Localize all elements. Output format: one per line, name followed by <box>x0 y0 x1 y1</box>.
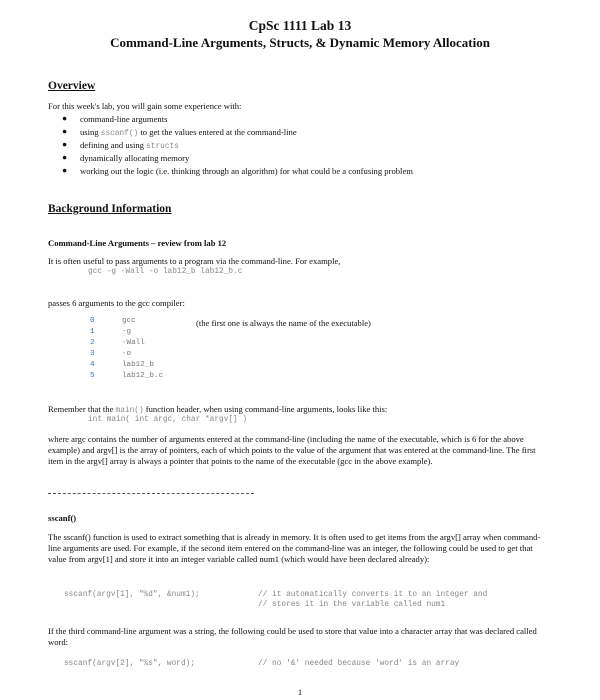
list-item: using sscanf() to get the values entered at the command-line <box>80 127 297 138</box>
sscanf-paragraph: The sscanf() function is used to extract something that is already in memory. It is often used to get items from the argv[] array when command-line arguments are used. For example, if the second item entered on the command-line was an integer, the following could be used to get that value from argv[1] and store it into an integer variable called num1 (which would have been declared already): <box>48 532 541 564</box>
list-item: dynamically allocating memory <box>80 153 190 163</box>
code-comment: // no '&' needed because 'word' is an array <box>258 660 460 668</box>
bullet-dot-icon: ● <box>62 139 68 149</box>
arg-value: gcc <box>122 317 136 325</box>
code-comment: // it automatically converts it to an integer and <box>258 591 488 599</box>
main-header-code: int main( int argc, char *argv[] ) <box>88 416 248 424</box>
arg-value: -o <box>122 350 132 358</box>
background-heading: Background Information <box>48 203 172 215</box>
cla-intro: It is often useful to pass arguments to a program via the command-line. For example, <box>48 256 341 266</box>
arg-index: 0 <box>90 317 95 325</box>
sscanf-example-1: sscanf(argv[1], "%d", &num1); <box>64 591 200 599</box>
arg-index: 2 <box>90 339 95 347</box>
arg-value: -Wall <box>122 339 145 347</box>
where-paragraph: where argc contains the number of arguments entered at the command-line (including the name of the executable, which is 6 for the above example) and argv[] is the array of pointers, each of which points to the value of the argument that was entered at the command-line. The first item in the argv[] array is always a pointer that points to the name of the executable (gcc in the above example). <box>48 434 536 466</box>
passes-text: passes 6 arguments to the gcc compiler: <box>48 298 185 308</box>
arg-index: 3 <box>90 350 95 358</box>
arg-value: lab12_b <box>122 361 154 369</box>
bullet-dot-icon: ● <box>62 165 68 175</box>
cla-example-command: gcc -g -Wall -o lab12_b lab12_b.c <box>88 268 243 276</box>
string-paragraph: If the third command-line argument was a string, the following could be used to store that value into a character array that was declared called word: <box>48 626 537 647</box>
arg-index: 1 <box>90 328 95 336</box>
page-title: CpSc 1111 Lab 13 <box>248 18 352 33</box>
arg-index: 4 <box>90 361 95 369</box>
page-number: 1 <box>297 687 303 697</box>
bullet-dot-icon: ● <box>62 126 68 136</box>
code-comment: // stores it in the variable called num1 <box>258 601 446 609</box>
arg-value: -g <box>122 328 132 336</box>
args-note: (the first one is always the name of the executable) <box>196 318 371 328</box>
remember-text: Remember that the main() function header, when using command-line arguments, looks like this: <box>48 404 388 415</box>
sscanf-heading: sscanf() <box>48 513 77 523</box>
list-item: working out the logic (i.e. thinking through an algorithm) for what could be a confusing problem <box>80 166 413 176</box>
arg-value: lab12_b.c <box>122 372 164 380</box>
section-divider <box>48 493 254 494</box>
sscanf-example-2: sscanf(argv[2], "%s", word); <box>64 660 196 668</box>
list-item: command-line arguments <box>80 114 168 124</box>
bullet-dot-icon: ● <box>62 152 68 162</box>
overview-intro: For this week's lab, you will gain some experience with: <box>48 101 242 111</box>
cla-heading: Command-Line Arguments – review from lab 12 <box>48 238 227 248</box>
overview-heading: Overview <box>48 80 96 92</box>
bullet-dot-icon: ● <box>62 113 68 123</box>
arg-index: 5 <box>90 372 95 380</box>
list-item: defining and using structs <box>80 140 179 151</box>
page-subtitle: Command-Line Arguments, Structs, & Dynamic Memory Allocation <box>110 35 490 50</box>
